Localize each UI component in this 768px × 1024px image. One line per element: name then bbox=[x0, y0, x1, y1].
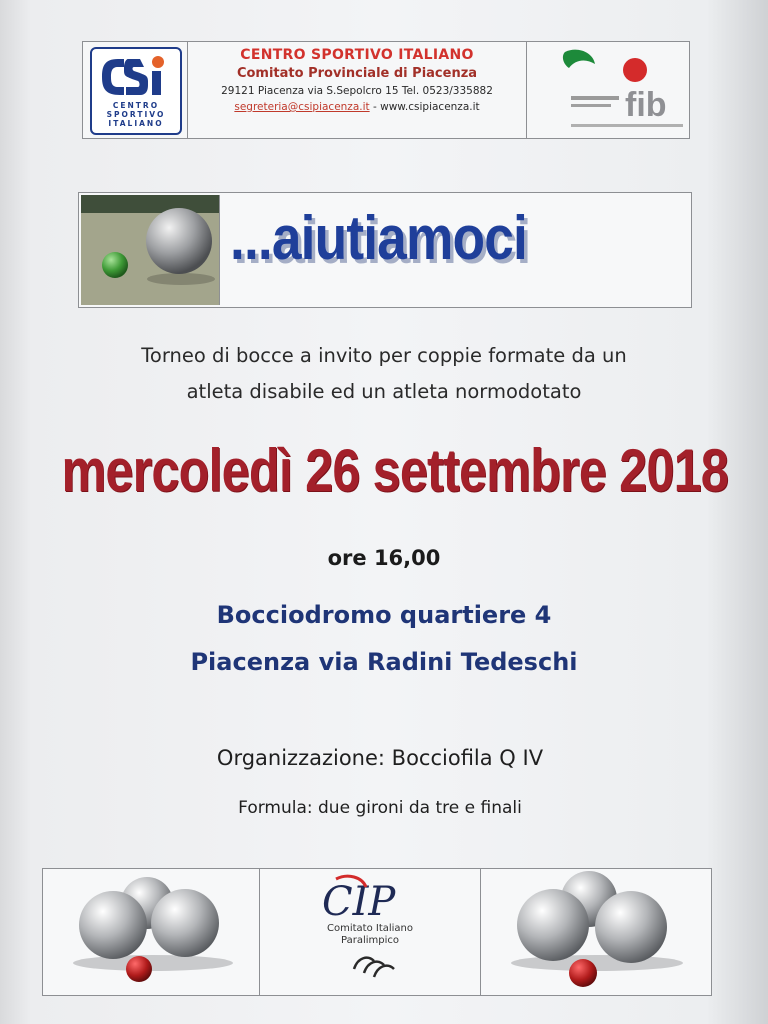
bocce-photo-image bbox=[81, 195, 219, 305]
fib-logo-text: fib bbox=[625, 86, 667, 124]
tournament-formula: Formula: due gironi da tre e finali bbox=[238, 798, 522, 818]
org-name: CENTRO SPORTIVO ITALIANO bbox=[240, 47, 474, 63]
website-link[interactable]: www.csipiacenza.it bbox=[380, 101, 480, 113]
slogan-cell bbox=[222, 193, 691, 307]
description-line-1: Torneo di bocce a invito per coppie formate da un bbox=[141, 344, 627, 367]
cip-logo-text: CIP bbox=[322, 879, 396, 925]
csi-logo bbox=[90, 47, 182, 135]
email-link[interactable]: segreteria@csipiacenza.it bbox=[234, 101, 370, 113]
footer-left-cell bbox=[43, 869, 260, 995]
footer-box bbox=[42, 868, 712, 996]
contacts-separator: - bbox=[369, 101, 381, 113]
footer-right-cell bbox=[481, 869, 711, 995]
bocce-balls-icon bbox=[43, 869, 259, 995]
org-contacts bbox=[188, 101, 526, 113]
csi-logo-mark-icon bbox=[98, 53, 174, 101]
csi-logo-cell bbox=[83, 42, 188, 138]
cip-name-line-2: Paralimpico bbox=[341, 935, 399, 946]
description-line-2: atleta disabile ed un atleta normodotato bbox=[186, 380, 582, 403]
org-address: 29121 Piacenza via S.Sepolcro 15 Tel. 0523/335882 bbox=[221, 85, 493, 97]
committee-name: Comitato Provinciale di Piacenza bbox=[236, 66, 478, 81]
fib-logo-cell bbox=[527, 42, 689, 138]
fib-logo-icon bbox=[535, 44, 685, 134]
header-box bbox=[82, 41, 690, 139]
venue-address: Piacenza via Radini Tedeschi bbox=[190, 648, 578, 676]
footer-cip-cell bbox=[260, 869, 481, 995]
org-info-cell bbox=[188, 42, 527, 138]
title-banner bbox=[78, 192, 692, 308]
cip-logo-icon bbox=[318, 873, 422, 989]
venue-name: Bocciodromo quartiere 4 bbox=[216, 601, 552, 629]
event-time: ore 16,00 bbox=[327, 546, 441, 570]
slogan-title: ...aiutiamoci bbox=[230, 204, 527, 273]
event-description bbox=[60, 338, 708, 410]
organization: Organizzazione: Bocciofila Q IV bbox=[216, 746, 544, 770]
csi-logo-text: CENTRO SPORTIVO ITALIANO bbox=[106, 101, 166, 128]
bocce-photo bbox=[81, 195, 220, 305]
cip-name-line-1: Comitato Italiano bbox=[326, 923, 414, 934]
bocce-balls-icon bbox=[481, 869, 711, 995]
event-date: mercoledì 26 settembre 2018 bbox=[61, 437, 728, 504]
